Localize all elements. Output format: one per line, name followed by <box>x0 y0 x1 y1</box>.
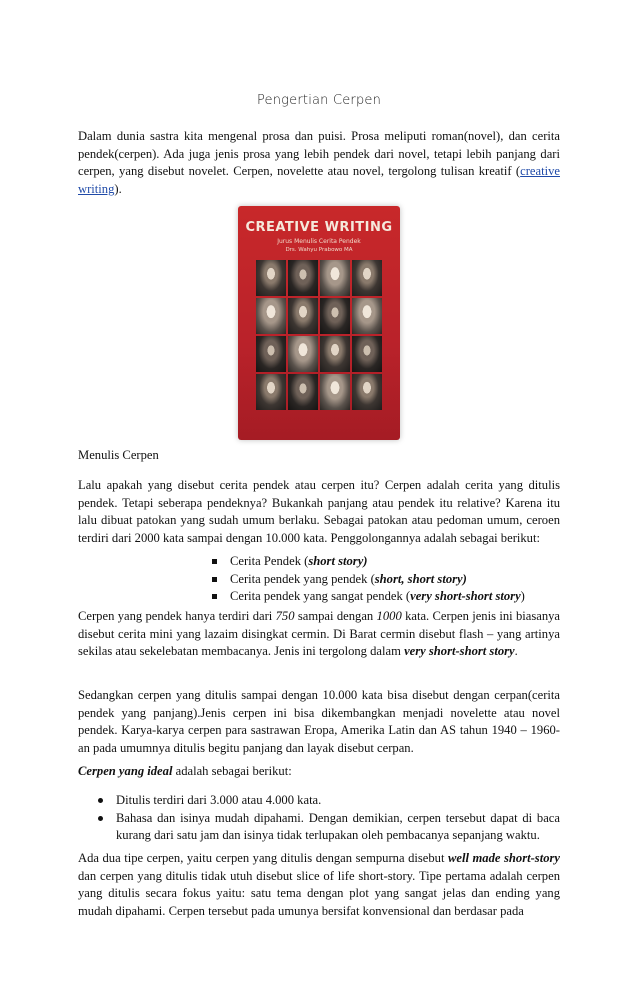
list-item: Bahasa dan isinya mudah dipahami. Dengan demikian, cerpen tersebut dapat di baca kurang dari satu jam dan isinya tidak terlupakan oleh pembacanya sepanjang waktu. <box>96 810 560 845</box>
portrait <box>256 336 286 372</box>
ideal-list <box>96 792 560 845</box>
portrait <box>352 260 382 296</box>
paragraph-definition: Lalu apakah yang disebut cerita pendek atau cerpen itu? Cerpen adalah cerita yang ditulis pendek. Tetapi seberapa pendeknya? Bukankah panjang atau pendek itu relative? Karena itu lalu dibuat patokan yang sudah umum berlaku. Sebagai patokan atau pedoman umum, ceroen terdiri dari 2000 kata sampai dengan 10.000 kata. Penggolongannya adalah sebagai berikut: <box>78 478 560 545</box>
intro-paragraph <box>78 128 560 198</box>
portrait <box>256 298 286 334</box>
portrait <box>320 298 350 334</box>
portrait <box>352 298 382 334</box>
portrait <box>352 374 382 410</box>
book-title: CREATIVE WRITING <box>245 220 393 235</box>
book-cover-image <box>238 206 400 440</box>
page-title: Pengertian Cerpen <box>256 93 382 108</box>
portrait <box>288 336 318 372</box>
book-subtitle: Jurus Menulis Cerita Pendek <box>277 238 361 245</box>
portrait <box>288 298 318 334</box>
list-item: Ditulis terdiri dari 3.000 atau 4.000 kata. <box>96 792 560 810</box>
portrait <box>320 336 350 372</box>
portrait <box>256 260 286 296</box>
portrait <box>288 260 318 296</box>
portrait <box>256 374 286 410</box>
paragraph-cermin: Cerpen yang pendek hanya terdiri dari 750 sampai dengan 1000 kata. Cerpen jenis ini biasanya disebut cerita mini yang lazaim disingkat cermin. Di Barat cermin disebut flash – yang artinya sekilas atau sekelebatan membacanya. Jenis ini tergolong dalam very short-short story. <box>78 609 561 659</box>
cerpen-types-list <box>212 553 525 606</box>
portrait <box>288 374 318 410</box>
paragraph-cerpan: Sedangkan cerpen yang ditulis sampai dengan 10.000 kata bisa disebut dengan cerpan(cerita pendek yang panjang).Jenis cerpen ini bisa dikembangkan menjadi novelette atau novel pendek. Karya-karya cerpen para sastrawan Eropa, Amerika Latin dan AS tahun 1940 – 1960-an pada umumnya ditulis begitu panjang dan layak disebut cerpan. <box>78 688 560 755</box>
portrait <box>352 336 382 372</box>
creative-writing-link[interactable]: creative writing <box>78 164 560 196</box>
intro-after: ). <box>114 181 122 196</box>
paragraph-ideal: Cerpen yang ideal adalah sebagai berikut: <box>78 764 292 778</box>
portrait-grid <box>256 260 382 410</box>
portrait <box>320 374 350 410</box>
portrait <box>320 260 350 296</box>
paragraph-types: Ada dua tipe cerpen, yaitu cerpen yang ditulis dengan sempurna disebut well made short-story dan cerpen yang ditulis tidak utuh disebut slice of life short-story. Tipe pertama adalah cerpen yang ditulis secara fokus yaitu: satu tema dengan plot yang sangat jelas dan ending yang mudah dipahami. Cerpen tersebut pada umunya bersifat konvensional dan berdasar pada <box>78 851 560 918</box>
list-item: Cerita pendek yang pendek (short, short story) <box>212 571 525 589</box>
list-item: Cerita pendek yang sangat pendek (very short-short story) <box>212 588 525 606</box>
list-item: Cerita Pendek (short story) <box>212 553 525 571</box>
intro-text: Dalam dunia sastra kita mengenal prosa dan puisi. Prosa meliputi roman(novel), dan cerita pendek(cerpen). Ada juga jenis prosa yang lebih pendek dari novel, tetapi lebih panjang dari cerpen, yang disebut novelet. Cerpen, novelette atau novel, tergolong tulisan kreatif ( <box>78 129 560 179</box>
section-heading: Menulis Cerpen <box>78 448 159 462</box>
book-author: Drs. Wahyu Prabowo MA <box>285 247 353 253</box>
